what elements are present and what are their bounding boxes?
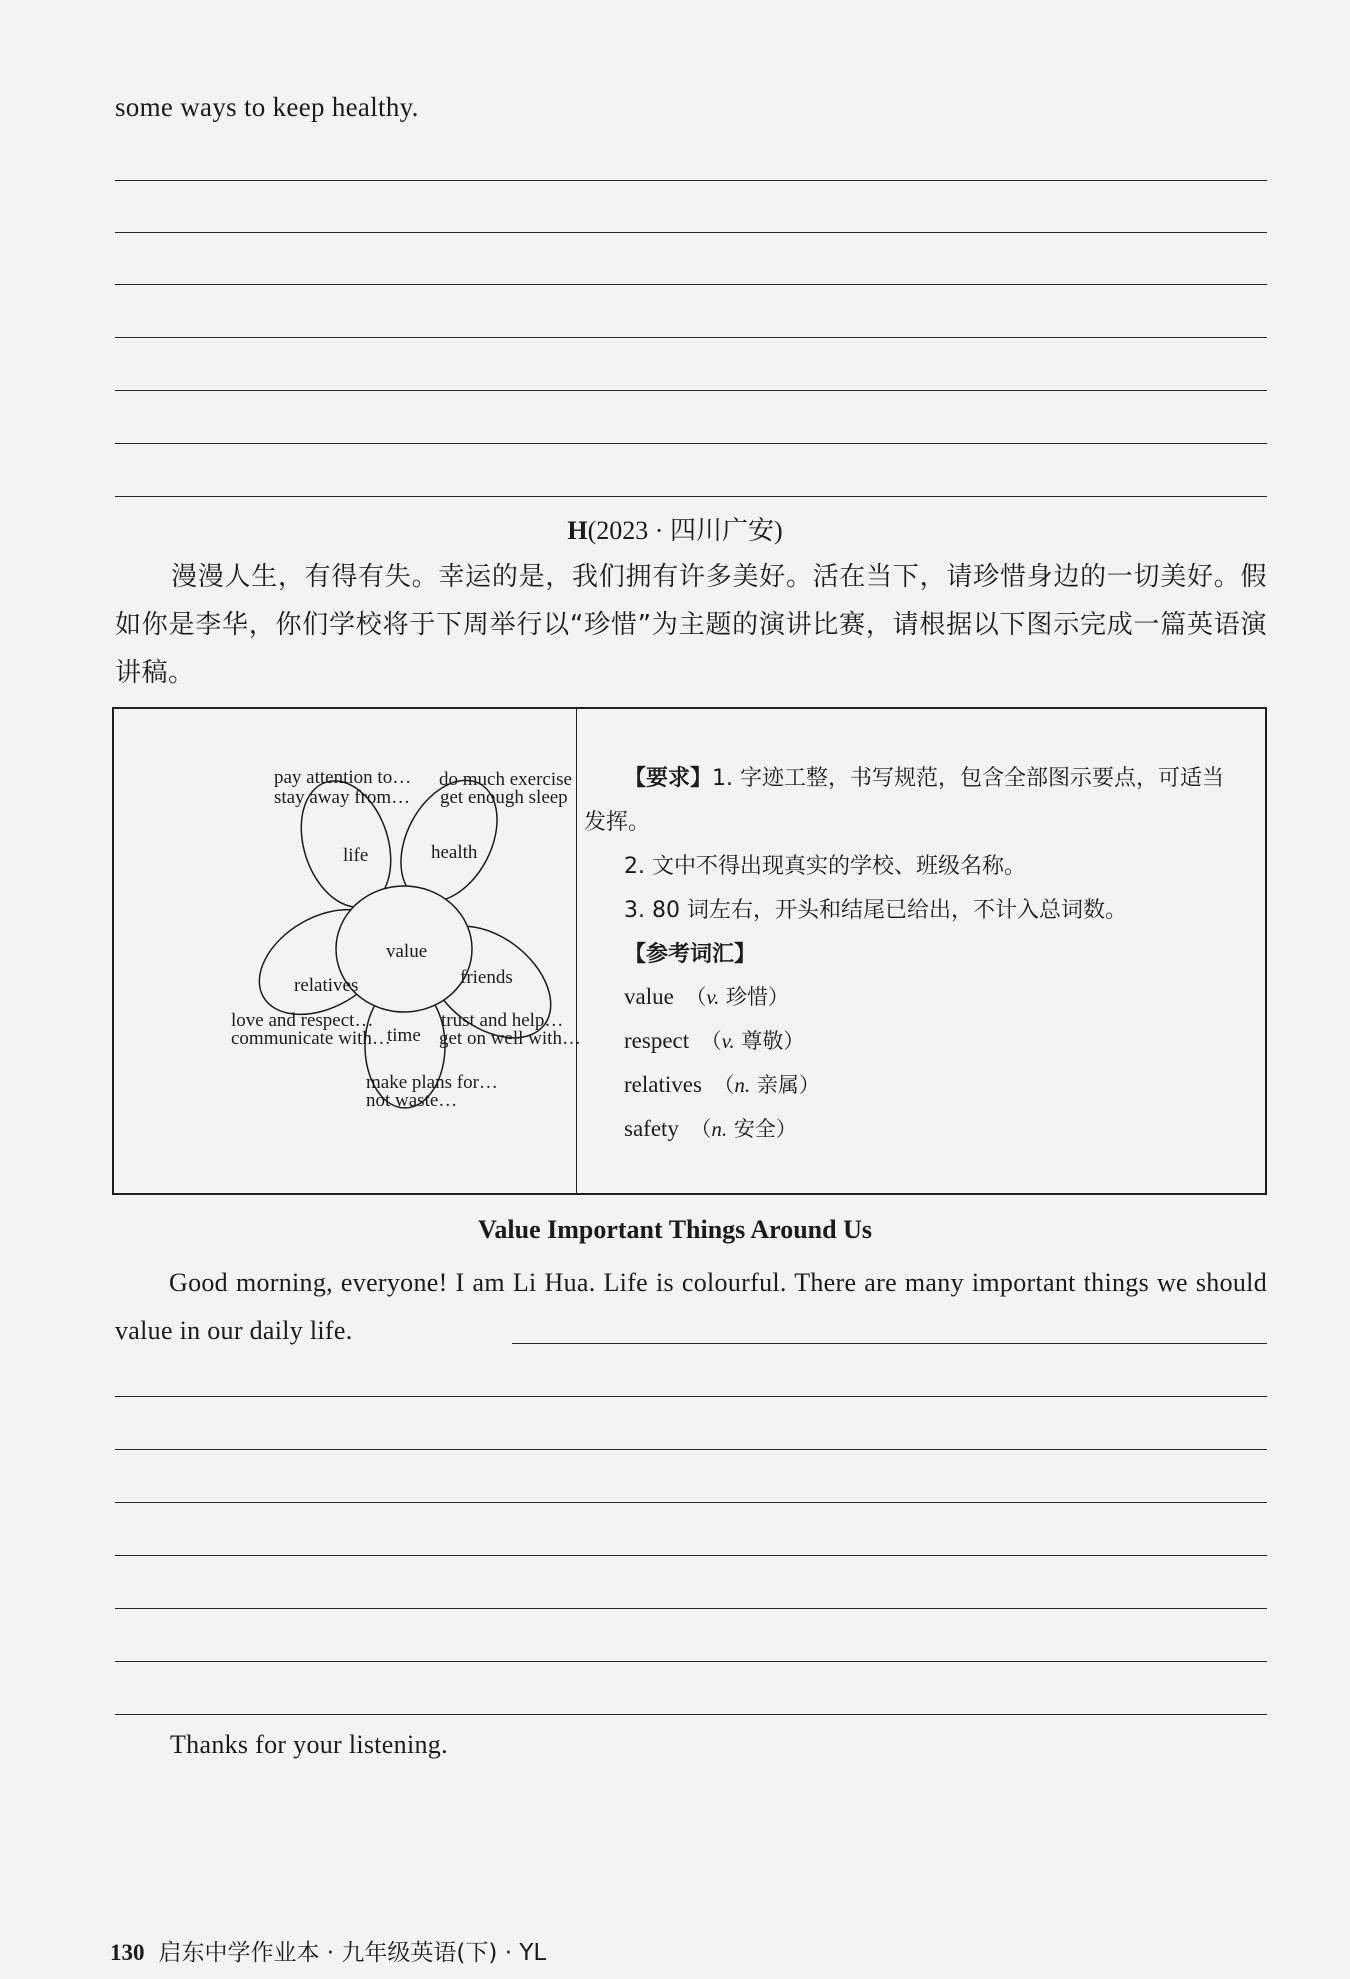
vocab-word: value xyxy=(624,984,674,1009)
vocab-meaning: 珍惜 xyxy=(726,985,769,1009)
note-relatives-1: love and respect… xyxy=(231,1010,374,1031)
note-relatives-2: communicate with… xyxy=(231,1028,391,1049)
center-label: value xyxy=(386,941,428,962)
vocab-item: value （v. 珍惜） xyxy=(624,984,790,1009)
petal-label-health: health xyxy=(431,842,478,863)
petal-label-relatives: relatives xyxy=(294,975,359,996)
vocab-pos: n. xyxy=(734,1073,751,1097)
vocab-meaning: 亲属 xyxy=(756,1073,799,1097)
answer-line[interactable] xyxy=(115,1661,1267,1662)
vocab-meaning: 安全 xyxy=(733,1117,776,1141)
vocab-item: relatives （n. 亲属） xyxy=(624,1072,820,1097)
note-time-2: not waste… xyxy=(366,1090,458,1111)
section-heading xyxy=(0,510,1350,547)
answer-line[interactable] xyxy=(512,1343,1267,1344)
answer-line[interactable] xyxy=(115,284,1267,285)
answer-line[interactable] xyxy=(115,1555,1267,1556)
essay-closing: Thanks for your listening. xyxy=(170,1730,448,1759)
book-title: 启东中学作业本 · 九年级英语(下) · YL xyxy=(158,1940,547,1966)
answer-line[interactable] xyxy=(115,1608,1267,1609)
petal-label-life: life xyxy=(343,845,369,866)
note-time-1: make plans for… xyxy=(366,1072,498,1093)
essay-title: Value Important Things Around Us xyxy=(478,1215,872,1244)
vocab-word: respect xyxy=(624,1028,690,1053)
vocab-item: safety （n. 安全） xyxy=(624,1116,797,1141)
petal-label-friends: friends xyxy=(460,967,513,988)
answer-line[interactable] xyxy=(115,337,1267,338)
answer-line[interactable] xyxy=(115,443,1267,444)
petal-label-time: time xyxy=(387,1025,421,1046)
vocab-word: relatives xyxy=(624,1072,702,1097)
vocab-item: respect （v. 尊敬） xyxy=(624,1028,805,1053)
answer-line[interactable] xyxy=(115,1396,1267,1397)
answer-line[interactable] xyxy=(115,1502,1267,1503)
requirement-2: 2. 文中不得出现真实的学校、班级名称。 xyxy=(624,854,1026,879)
note-life-2: stay away from… xyxy=(274,787,411,808)
box-divider xyxy=(576,709,577,1193)
page-number: 130 xyxy=(110,1940,145,1965)
requirement-1-text: 1. 字迹工整，书写规范，包含全部图示要点，可适当 xyxy=(712,766,1225,791)
note-health-1: do much exercise xyxy=(439,769,572,790)
answer-line[interactable] xyxy=(115,390,1267,391)
vocab-meaning: 尊敬 xyxy=(741,1029,784,1053)
answer-line[interactable] xyxy=(115,1449,1267,1450)
essay-opening: Good morning, everyone! I am Li Hua. Life is colourful. There are many important things we should value in our daily life. xyxy=(115,1268,1267,1345)
vocab-heading: 【参考词汇】 xyxy=(624,942,757,967)
task-prompt: 漫漫人生，有得有失。幸运的是，我们拥有许多美好。活在当下，请珍惜身边的一切美好。假如你是李华，你们学校将于下周举行以“珍惜”为主题的演讲比赛，请根据以下图示完成一篇英语演讲稿。 xyxy=(115,562,1267,688)
page-footer xyxy=(110,1934,546,1967)
answer-line[interactable] xyxy=(115,496,1267,497)
task-box xyxy=(112,707,1267,1195)
answer-line[interactable] xyxy=(115,180,1267,181)
previous-task-ending: some ways to keep healthy. xyxy=(115,92,419,122)
requirement-1 xyxy=(624,761,1224,792)
flower-diagram xyxy=(114,709,581,1193)
requirement-1-cont: 发挥。 xyxy=(584,810,651,835)
section-label: H xyxy=(567,516,588,545)
requirements-panel xyxy=(584,709,1264,1193)
vocab-word: safety xyxy=(624,1116,679,1141)
note-friends-1: trust and help… xyxy=(441,1010,564,1031)
requirement-3: 3. 80 词左右，开头和结尾已给出，不计入总词数。 xyxy=(624,898,1127,923)
note-life-1: pay attention to… xyxy=(274,767,412,788)
vocab-pos: v. xyxy=(706,985,720,1009)
answer-line[interactable] xyxy=(115,232,1267,233)
requirements-heading: 【要求】 xyxy=(624,766,713,791)
answer-line[interactable] xyxy=(115,1714,1267,1715)
note-health-2: get enough sleep xyxy=(440,787,568,808)
note-friends-2: get on well with… xyxy=(439,1028,581,1049)
vocab-pos: n. xyxy=(711,1117,728,1141)
section-source: (2023 · 四川广安) xyxy=(587,516,783,545)
vocab-pos: v. xyxy=(721,1029,735,1053)
